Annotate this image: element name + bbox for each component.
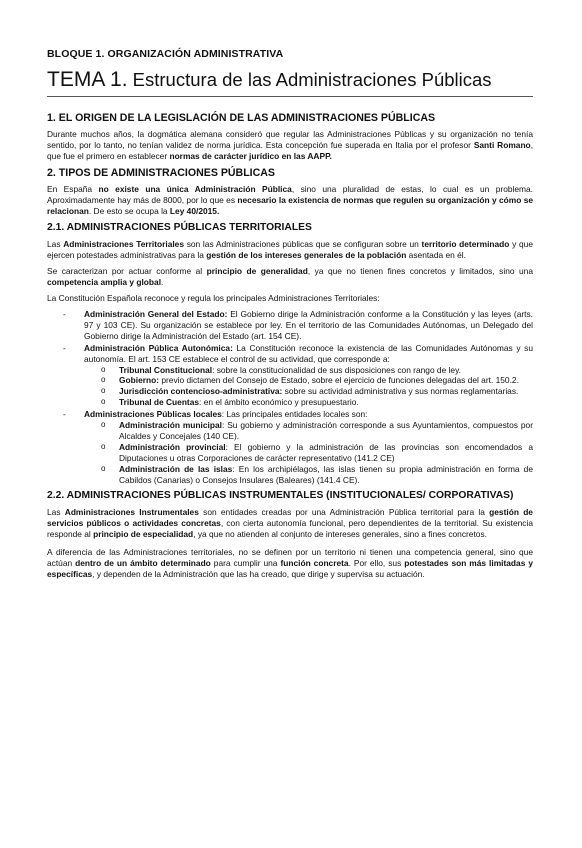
section-2-1-paragraph-2: [47, 266, 533, 288]
list-item-locales: [47, 409, 533, 485]
text-run: para cumplir una: [210, 558, 281, 569]
sublist-item: [84, 397, 533, 408]
text-run: : En los archipiélagos, las islas tienen su propia administración en forma de Cabildos (Canarias) o Consejos Insulares (Baleares) (141.4 CE).: [119, 463, 533, 485]
section-2-2-paragraph-1: [47, 507, 533, 540]
bold-run: Ley 40/2015.: [169, 205, 220, 216]
bold-run: Tribunal Constitucional: [119, 364, 213, 375]
text-run: , ya que no atienden al conjunto de intereses generales, sino a fines concretos.: [193, 529, 487, 540]
section-2-1-heading: 2.1. ADMINISTRACIONES PÚBLICAS TERRITORIALES: [47, 222, 312, 234]
section-1-paragraph: [47, 129, 533, 162]
text-run: asentada en él.: [406, 250, 466, 261]
tema-number: TEMA 1.: [47, 68, 128, 91]
text-run: El Gobierno dirige la Administración conforme a la Constitución y las leyes (arts. 97 y 103 CE). Su organización se establece por ley. En el territorio de las Comunidades Autónomas, un Delegado del Gobierno dirige la Administración del Estado (art. 154 CE).: [84, 308, 533, 341]
text-run: Las: [47, 239, 64, 250]
bold-run: necesario la existencia de normas que regulen su organización y cómo se relacionan: [47, 194, 534, 216]
document-page: [47, 48, 533, 580]
sublist-item: [84, 464, 533, 486]
bold-run: Santi Romano: [473, 139, 531, 150]
text-run: sobre su actividad administrativa y sus normas reglamentarias.: [282, 386, 519, 397]
text-run: : Su gobierno y administración corresponde a sus Ayuntamientos, compuestos por Alcaldes y Concejales (140 CE).: [119, 420, 533, 441]
section-2-1-paragraph-1: [47, 239, 533, 261]
bold-run: Jurisdicción contencioso-administrativa:: [119, 386, 283, 397]
text-run: son las Administraciones públicas que se configuran sobre un: [184, 239, 422, 250]
text-run: Las: [47, 507, 65, 518]
text-run: , sino una pluralidad de estas, lo cual es un problema. Aproximadamente hay más de 8000, por lo que es: [47, 183, 533, 205]
tema-title: [47, 69, 533, 91]
text-run: : en el ámbito económico y presupuestario.: [199, 397, 359, 408]
section-2-heading: 2. TIPOS DE ADMINISTRACIONES PÚBLICAS: [47, 166, 275, 179]
text-run: , ya que no tienen fines concretos y limitados, sino una: [307, 266, 533, 277]
bold-run: Administración municipal: [119, 420, 222, 431]
bold-run: Administración General del Estado:: [84, 308, 228, 319]
sublist-item: [84, 375, 533, 386]
bold-run: Tribunal de Cuentas: [119, 397, 200, 408]
title-rule: [47, 96, 533, 97]
text-run: son entidades creadas por una Administración Pública territorial para la: [198, 507, 490, 518]
bold-run: Administraciones Territoriales: [63, 239, 184, 250]
text-run: La Constitución reconoce la existencia de las Comunidades Autónomas y su autonomía. El art. 153 CE establece el control de su actividad, que corresponde a:: [84, 342, 533, 364]
sublist-item: [84, 386, 533, 397]
control-sublist: [84, 365, 533, 409]
sublist-item: [84, 420, 533, 442]
text-run: : Las principales entidades locales son:: [221, 409, 368, 420]
sublist-item: [84, 442, 533, 464]
text-run: previo dictamen del Consejo de Estado, sobre el ejercicio de funciones delegadas del art. 150.2.: [159, 375, 519, 386]
text-run: , con cierta autonomía funcional, pero dependientes de la territorial. Su existencia responde al: [47, 518, 533, 540]
list-item-age: [47, 309, 533, 342]
text-run: , que fue el primero en establecer: [47, 139, 534, 161]
bold-run: gestión de servicios públicos o actividades concretas: [47, 507, 533, 529]
text-run: . De esto se ocupa la: [88, 205, 170, 216]
bold-run: principio de generalidad: [206, 266, 308, 277]
territorial-admin-list: [47, 309, 533, 486]
bold-run: principio de especialidad: [93, 529, 194, 540]
text-run: En España: [47, 183, 99, 194]
text-run: , y dependen de la Administración que las ha creado, que dirige y supervisa su actuación.: [92, 569, 425, 579]
bold-run: Gobierno:: [119, 375, 160, 386]
text-run: y que ejercen potestades administrativas para la: [47, 239, 533, 261]
section-2-1-paragraph-3: La Constitución Española reconoce y regula los principales Administraciones Territoriales:: [47, 293, 380, 304]
bold-run: territorio determinado: [421, 239, 510, 250]
bold-run: Administración Pública Autonómica:: [84, 342, 233, 353]
bold-run: competencia amplia y global: [47, 277, 162, 288]
bold-run: gestión de los intereses generales de la población: [206, 250, 407, 261]
sublist-item: [84, 365, 533, 376]
bold-run: Administración de las islas: [119, 463, 233, 474]
text-run: A diferencia de las Administraciones territoriales, no se definen por un territorio ni tienen una competencia general, sino que actúan: [47, 547, 533, 569]
bold-run: Administraciones Instrumentales: [64, 507, 199, 518]
local-entities-sublist: [84, 420, 533, 485]
text-run: : El gobierno y la administración de las provincias son encomendados a Diputaciones u otras Corporaciones de carácter representativo (141.2 CE): [119, 441, 533, 463]
section-2-paragraph: [47, 184, 533, 217]
text-run: . Por ello, sus: [348, 558, 405, 569]
tema-name: Estructura de las Administraciones Públicas: [127, 69, 492, 90]
section-1-heading: 1. EL ORIGEN DE LA LEGISLACIÓN DE LAS ADMINISTRACIONES PÚBLICAS: [47, 112, 436, 124]
bold-run: no existe una única Administración Pública: [98, 183, 292, 194]
text-run: : sobre la constitucionalidad de sus disposiciones con rango de ley.: [212, 364, 461, 375]
text-run: Durante muchos años, la dogmática alemana consideró que regular las Administraciones Públicas y su organización no tenía sentido, por lo tanto, no tenían validez de norma jurídica. Esta concepción fue superada en Italia por el profesor: [47, 129, 533, 150]
list-item-autonomica: [47, 343, 533, 408]
bold-run: Administraciones Públicas locales: [84, 409, 222, 420]
section-2-2-paragraph-2: [47, 547, 533, 580]
text-run: Se caracterizan por actuar conforme al: [47, 266, 207, 277]
bold-run: potestades son más limitadas y específicas: [47, 558, 533, 579]
bloque-title: BLOQUE 1. ORGANIZACIÓN ADMINISTRATIVA: [47, 48, 284, 60]
section-2-2-heading: 2.2. ADMINISTRACIONES PÚBLICAS INSTRUMENTALES (INSTITUCIONALES/ CORPORATIVAS): [47, 490, 514, 502]
text-run: .: [161, 277, 164, 288]
bold-run: normas de carácter jurídico en las AAPP.: [169, 150, 332, 161]
bold-run: función concreta: [280, 558, 349, 569]
bold-run: Administración provincial: [119, 441, 226, 452]
bold-run: dentro de un ámbito determinado: [75, 558, 211, 569]
